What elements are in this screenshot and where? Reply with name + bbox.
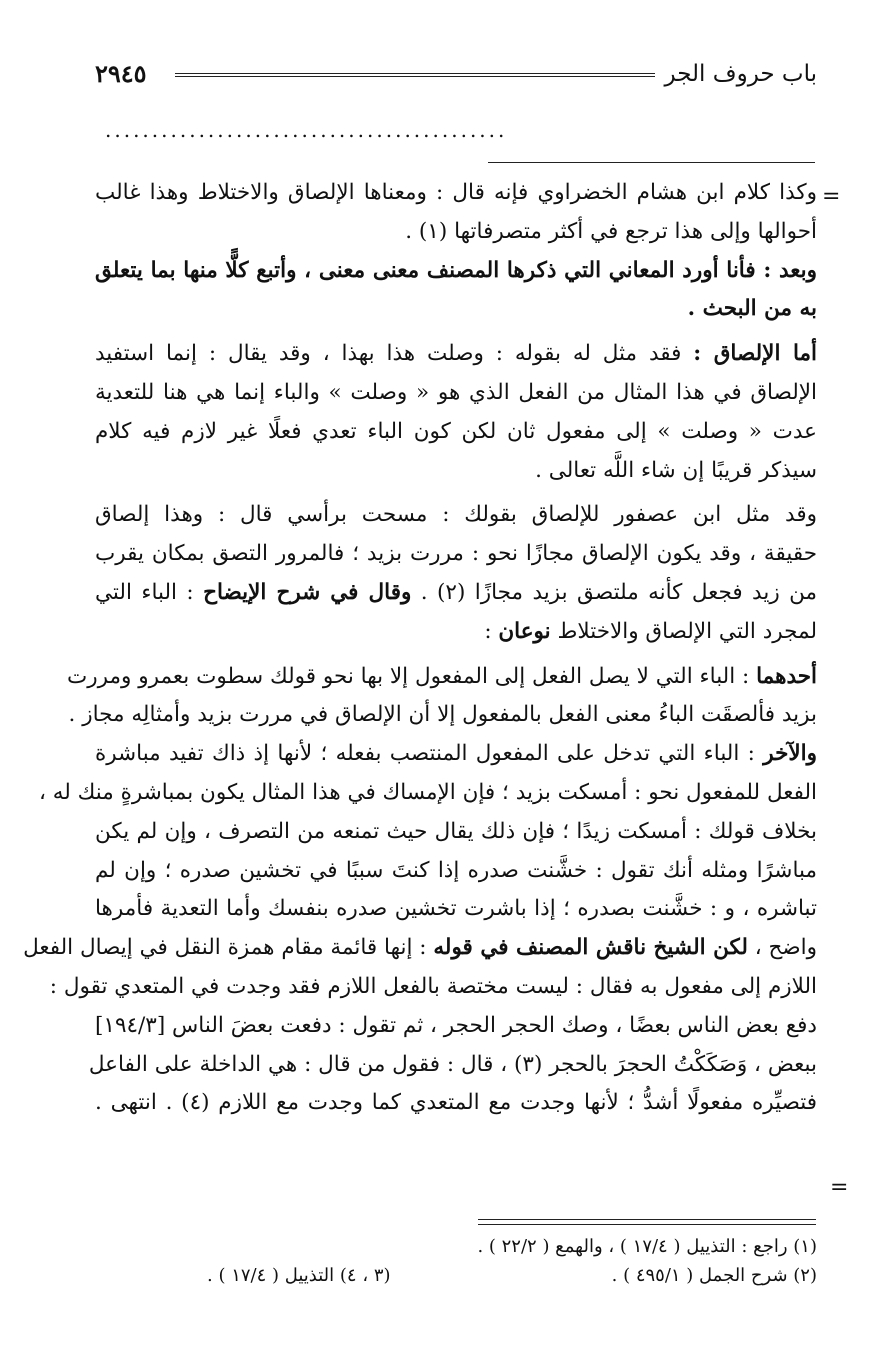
text-line: وكذا كلام ابن هشام الخضراوي فإنه قال : ومعناها الإلصاق والاختلاط وهذا غالب [95, 180, 817, 205]
end-continuation-mark: = [830, 1175, 849, 1200]
footnote-row [207, 1261, 817, 1290]
text-line: ببعض ، وَصَكَكْتُ الحجرَ بالحجر (٣) ، قال : فقول من قال : هي الداخلة على الفاعل [88, 1051, 817, 1077]
text-line: بخلاف قولك : أمسكت زيدًا ؛ فإن ذلك يقال حيث تمنعه من التصرف ، وإن لم يكن [95, 818, 817, 844]
page-header [95, 58, 817, 90]
text-line: بزيد فألصقَت الباءُ معنى الفعل بالمفعول إلا أن الإلصاق في مررت بزيد وأمثالِه مجاز . [68, 702, 817, 728]
footnote-rule [478, 1219, 816, 1220]
text-line: به من البحث . [687, 296, 817, 322]
text-line: أما الإلصاق : فقد مثل له بقوله : وصلت هذا بهذا ، وقد يقال : إنما استفيد [95, 341, 817, 367]
header-rule [175, 73, 655, 77]
bold-phrase: لكن الشيخ ناقش المصنف في قوله [433, 935, 748, 961]
page-number: ٢٩٤٥ [95, 59, 147, 88]
text-line: لمجرد التي الإلصاق والاختلاط نوعان : [484, 618, 817, 644]
text-line: مباشرًا ومثله أنك تقول : خشَّنت صدره إذا كنتَ سببًا في تخشين صدره ؛ وإن لم [95, 857, 817, 883]
footnote: (٣ ، ٤) التذييل ( ١٧/٤ ) . [207, 1265, 391, 1286]
text-line: من زيد فجعل كأنه ملتصق بزيد مجازًا (٢) . وقال في شرح الإيضاح : الباء التي [95, 579, 817, 605]
text-line: وقد مثل ابن عصفور للإلصاق بقولك : مسحت برأسي قال : وهذا إلصاق [95, 502, 817, 528]
main-text [23, 174, 817, 1123]
text-line: دفع بعض الناس بعضًا ، وصك الحجر الحجر ، ثم تقول : دفعت بعضَ الناس [١٩٤/٣] [95, 1012, 817, 1038]
text-line: تباشره ، و : خشَّنت بصدره ؛ إذا باشرت تخشين صدره بنفسك وأما التعدية فأمرها [95, 896, 817, 922]
footnote-rule [478, 1224, 816, 1225]
text-line: أحوالها وإلى هذا ترجع في أكثر متصرفاتها (١) . [405, 218, 817, 244]
text-line: أحدهما : الباء التي لا يصل الفعل إلى المفعول إلا بها نحو قولك سطوت بعمرو ومررت [67, 663, 817, 689]
text-line: الفعل للمفعول نحو : أمسكت بزيد ؛ فإن الإمساك في هذا المثال يكون بمباشرةٍ منك له ، [38, 779, 817, 805]
text-line: فتصيِّره مفعولًا أشدُّ ؛ لأنها وجدت مع المتعدي كما وجدت مع اللازم (٤) . انتهى . [95, 1090, 817, 1116]
footnote: (٢) شرح الجمل ( ٤٩٥/١ ) . [611, 1265, 817, 1286]
bold-phrase: وقال في شرح الإيضاح [203, 579, 412, 605]
text-line: حقيقة ، وقد يكون الإلصاق مجازًا نحو : مررت بزيد ؛ فالمرور التصق بمكان يقرب [95, 541, 817, 567]
separator-rule [488, 162, 815, 163]
section-heading: أما الإلصاق : [693, 341, 817, 367]
footnotes [95, 1232, 817, 1290]
text-line: سيذكر قريبًا إن شاء اللَّه تعالى . [535, 457, 817, 483]
text-line: وبعد : فأنا أورد المعاني التي ذكرها المصنف معنى معنى ، وأتبع كلًّا منها بما يتعلق [95, 257, 817, 283]
continuation-mark: = [822, 184, 841, 209]
section-heading: أحدهما [756, 663, 817, 689]
bold-phrase: نوعان [498, 618, 551, 644]
text-line: عدت « وصلت » إلى مفعول ثان لكن كون الباء تعدي فعلًا غير لازم فيه كلام [95, 418, 817, 444]
chapter-title: باب حروف الجر [664, 61, 817, 87]
text-line: واضح ، لكن الشيخ ناقش المصنف في قوله : إنها قائمة مقام همزة النقل في إيصال الفعل [23, 935, 817, 961]
section-heading: والآخر [763, 741, 817, 767]
text-line: اللازم إلى مفعول به فقال : ليست مختصة بالفعل اللازم فقد وجدت في المتعدي تقول : [49, 973, 817, 999]
text-line: والآخر : الباء التي تدخل على المفعول المنتصب بفعله ؛ لأنها إذ ذاك تفيد مباشرة [95, 741, 817, 767]
text-line: الإلصاق في هذا المثال من الفعل الذي هو « وصلت » والباء إنما هي هنا للتعدية [95, 379, 817, 405]
footnote: (١) راجع : التذييل ( ١٧/٤ ) ، والهمع ( ٢٢/٢ ) . [477, 1236, 817, 1257]
dotted-separator: ........................................... [105, 118, 508, 142]
